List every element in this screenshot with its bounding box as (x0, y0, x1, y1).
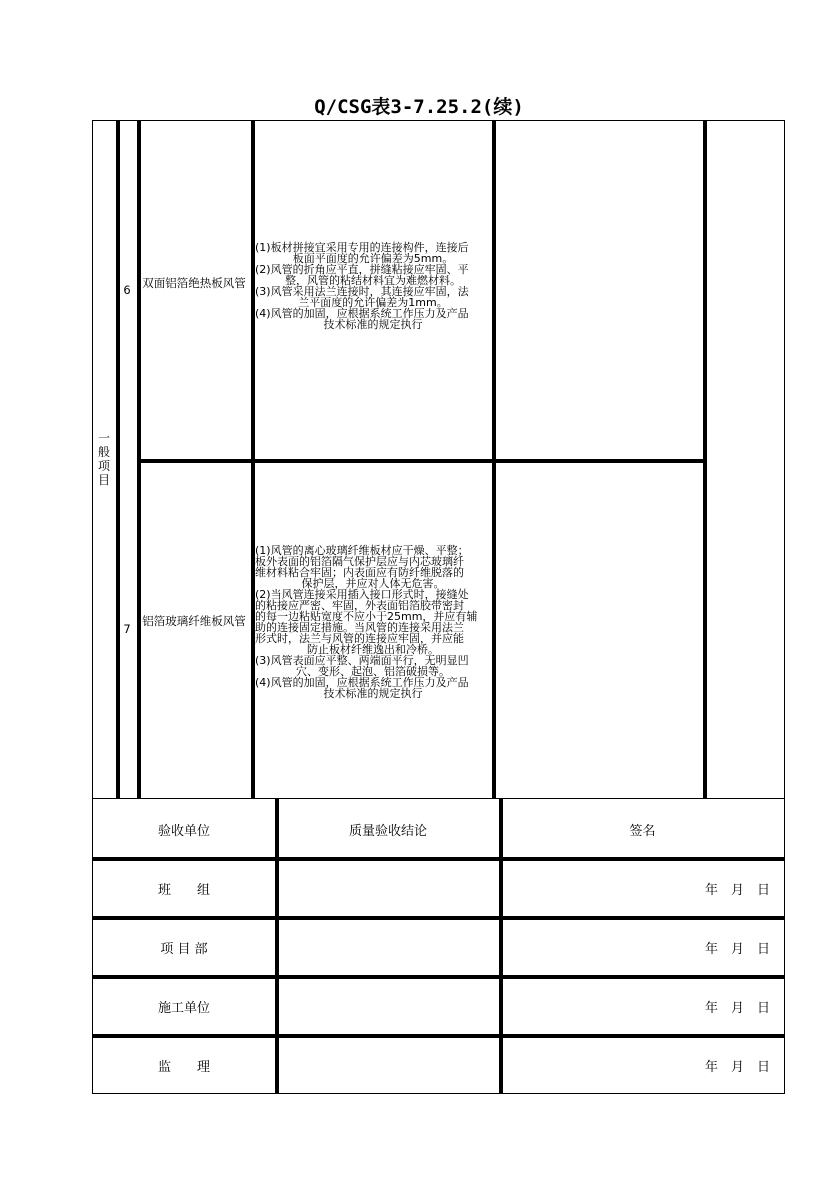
requirement-line: (3)风管表面应平整、两端面平行，无明显凹 (255, 654, 469, 667)
requirement-line: 整，风管的粘结材料宜为难燃材料。 (285, 274, 461, 287)
signoff-date: 年 月 日 (704, 1060, 770, 1075)
requirement-line: (4)风管的加固，应根据系统工作压力及产品 (255, 676, 469, 689)
header-conclusion: 质量验收结论 (348, 824, 427, 839)
requirement-line: (3)风管采用法兰连接时，其连接应牢固，法 (255, 285, 469, 298)
form-title: Q/CSG表3-7.25.2(续) (314, 96, 524, 118)
divider (703, 120, 707, 799)
header-signature: 签名 (629, 824, 656, 839)
category-label: 一 般 项 目 (97, 431, 110, 487)
divider (92, 916, 785, 920)
requirement-line: 保护层，并应对人体无危害。 (301, 577, 445, 590)
signoff-date: 年 月 日 (704, 942, 770, 957)
item-number: 6 (123, 283, 131, 297)
requirement-line: 技术标准的规定执行 (323, 687, 423, 700)
requirement-line: 兰平面度的允许偏差为1mm。 (298, 296, 448, 309)
signoff-unit-team: 班 组 (157, 883, 210, 898)
item-number: 7 (123, 622, 131, 636)
divider (92, 975, 785, 979)
divider (92, 857, 785, 861)
divider (137, 459, 703, 463)
requirement-line: 助的连接固定措施。当风管的连接采用法兰 (255, 621, 464, 634)
signoff-unit-contractor: 施工单位 (157, 1001, 210, 1016)
requirement-line: 的粘接应严密、牢固，外表面铝箔胶带密封 (255, 599, 464, 612)
requirement-line: 防止板材纤维逸出和冷桥。 (307, 643, 439, 656)
item-name: 铝箔玻璃纤维板风管 (142, 614, 246, 628)
divider (116, 120, 120, 799)
divider (92, 1034, 785, 1038)
requirement-line: 技术标准的规定执行 (323, 318, 423, 331)
signoff-date: 年 月 日 (704, 1001, 770, 1016)
item-requirements (255, 242, 491, 330)
requirement-line: 板外表面的铝箔隔气保护层应与内芯玻璃纤 (255, 555, 464, 568)
requirement-line: (1)风管的离心玻璃纤维板材应干燥、平整； (255, 544, 469, 557)
signoff-unit-supervision: 监 理 (157, 1060, 210, 1075)
requirement-line: 维材料粘合牢固；内表面应有防纤维脱落的 (255, 566, 464, 579)
requirement-line: (2)当风管连接采用插入接口形式时，接缝处 (255, 588, 469, 601)
signoff-unit-project: 项 目 部 (160, 942, 208, 957)
requirement-line: 穴、变形、起泡、铝箔破损等。 (296, 665, 450, 678)
divider (499, 798, 503, 1094)
requirement-line: 形式时，法兰与风管的连接应牢固，并应能 (255, 632, 464, 645)
requirement-line: (2)风管的折角应平直，拼缝粘接应牢固、平 (255, 263, 469, 276)
requirement-line: (4)风管的加固，应根据系统工作压力及产品 (255, 307, 469, 320)
item-requirements (255, 545, 491, 699)
item-name: 双面铝箔绝热板风管 (142, 276, 246, 290)
header-unit: 验收单位 (157, 824, 210, 839)
requirement-line: (1)板材拼接宜采用专用的连接构件，连接后 (255, 241, 469, 254)
signoff-date: 年 月 日 (704, 883, 770, 898)
requirement-line: 板面平面度的允许偏差为5mm。 (292, 252, 454, 265)
requirement-line: 的每一边粘贴宽度不应小于25mm，并应有辅 (255, 610, 478, 623)
